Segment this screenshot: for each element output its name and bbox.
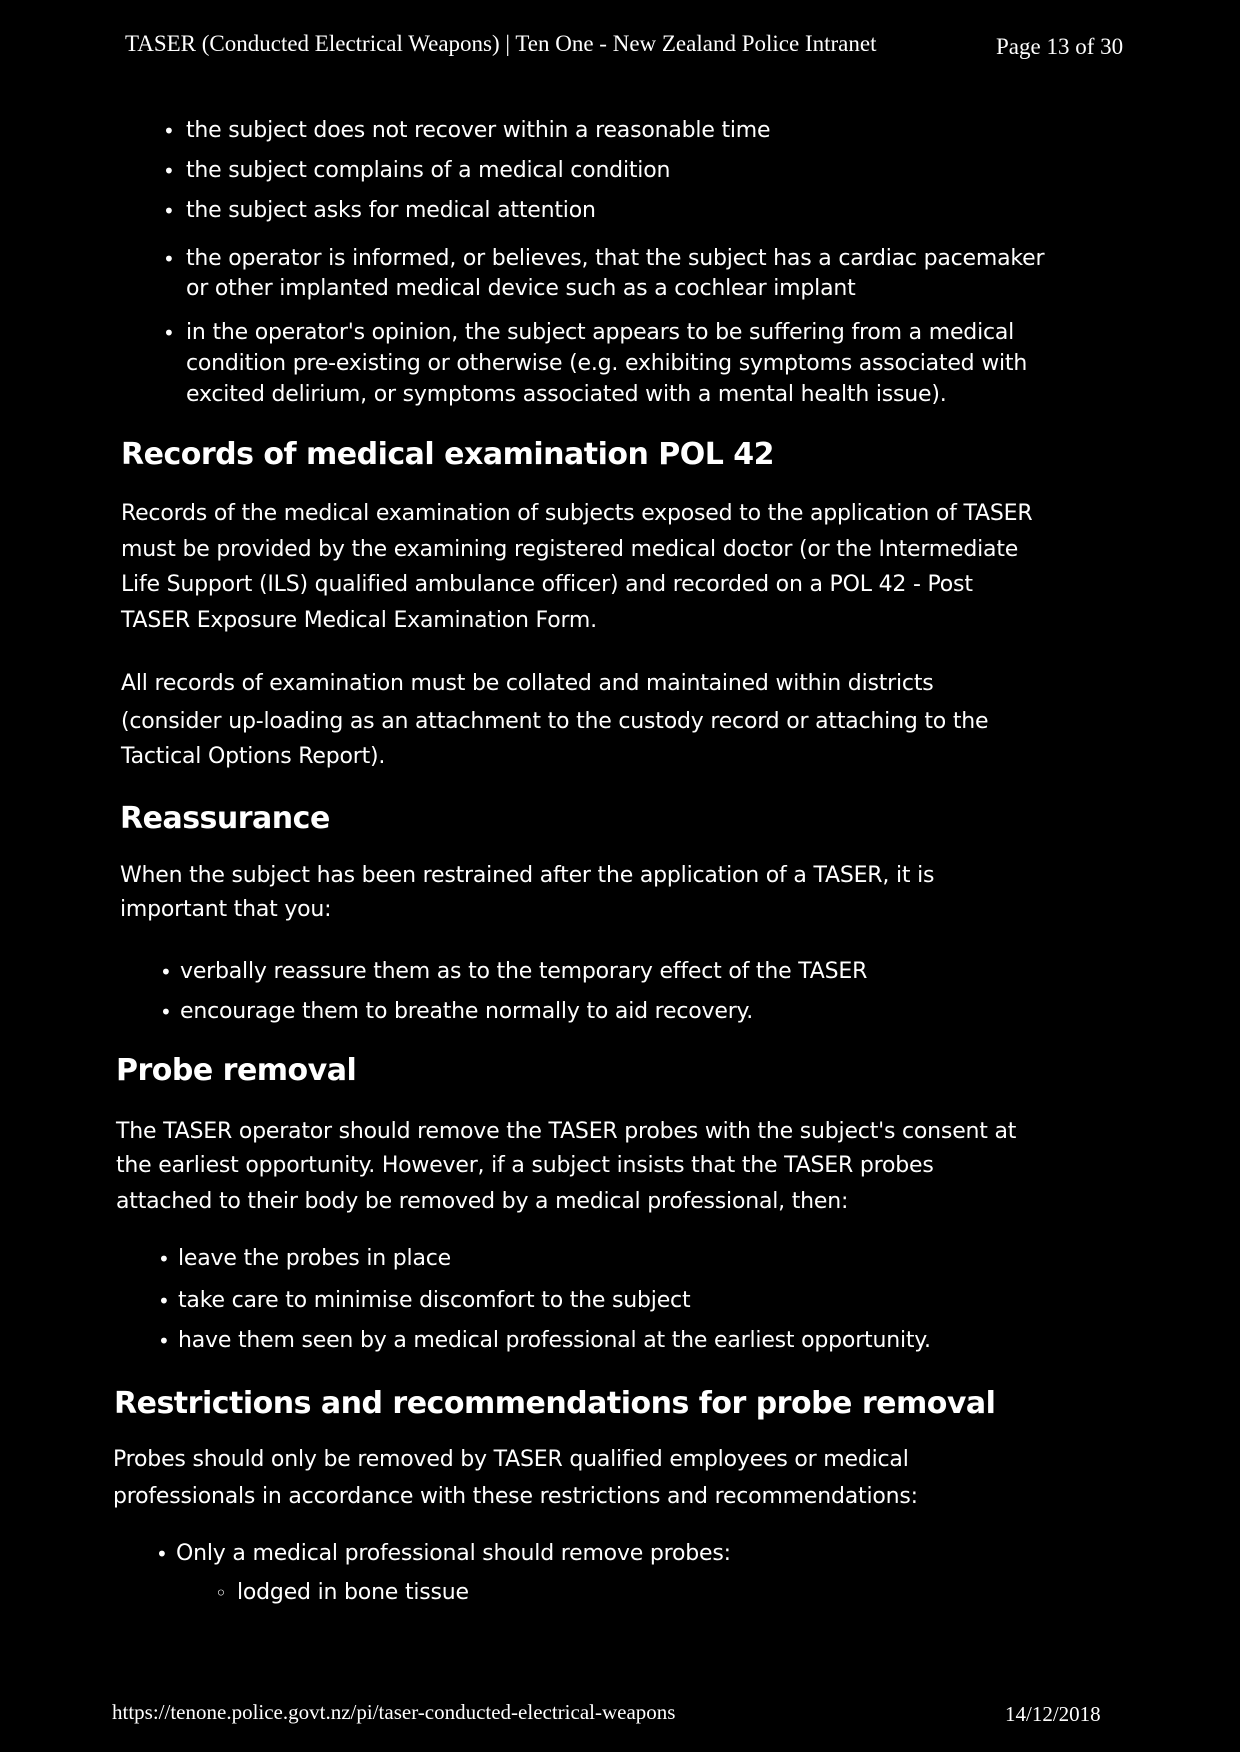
header-title: TASER (Conducted Electrical Weapons) | Ten One - New Zealand Police Intranet	[125, 31, 877, 56]
bullet-text: condition pre-existing or otherwise (e.g. exhibiting symptoms associated with	[186, 351, 1028, 376]
bullet-text: take care to minimise discomfort to the subject	[178, 1288, 691, 1313]
bullet-icon: •	[163, 119, 175, 143]
paragraph-line: professionals in accordance with these restrictions and recommendations:	[113, 1484, 918, 1509]
paragraph-line: All records of examination must be collated and maintained within districts	[121, 671, 934, 696]
bullet-icon: •	[158, 1289, 170, 1313]
bullet-text: the operator is informed, or believes, that the subject has a cardiac pacemaker	[186, 246, 1045, 271]
bullet-icon: •	[156, 1542, 168, 1566]
bullet-text: leave the probes in place	[178, 1246, 451, 1271]
bullet-text: have them seen by a medical professional at the earliest opportunity.	[178, 1328, 931, 1353]
bullet-text: Only a medical professional should remove probes:	[176, 1541, 731, 1566]
bullet-icon: •	[163, 159, 175, 183]
paragraph-line: The TASER operator should remove the TASER probes with the subject's consent at	[116, 1119, 1017, 1144]
bullet-icon: •	[158, 1247, 170, 1271]
section-heading: Reassurance	[120, 801, 330, 836]
paragraph-line: Life Support (ILS) qualified ambulance officer) and recorded on a POL 42 - Post	[121, 572, 973, 597]
bullet-text: excited delirium, or symptoms associated with a mental health issue).	[186, 382, 947, 407]
section-heading: Records of medical examination POL 42	[121, 437, 775, 472]
footer-url: https://tenone.police.govt.nz/pi/taser-conducted-electrical-weapons	[112, 1700, 676, 1724]
bullet-text: the subject asks for medical attention	[186, 198, 596, 223]
paragraph-line: Probes should only be removed by TASER qualified employees or medical	[113, 1447, 909, 1472]
bullet-text: the subject complains of a medical condition	[186, 158, 671, 183]
paragraph-line: TASER Exposure Medical Examination Form.	[121, 608, 597, 633]
bullet-text: verbally reassure them as to the temporary effect of the TASER	[180, 959, 868, 984]
bullet-icon: •	[163, 199, 175, 223]
paragraph-line: attached to their body be removed by a medical professional, then:	[116, 1189, 849, 1214]
bullet-icon: •	[163, 321, 175, 345]
bullet-text: in the operator's opinion, the subject appears to be suffering from a medical	[186, 320, 1015, 345]
bullet-icon: •	[160, 960, 172, 984]
paragraph-line: must be provided by the examining registered medical doctor (or the Intermediate	[121, 537, 1019, 562]
paragraph-line: Tactical Options Report).	[121, 744, 386, 769]
bullet-icon: •	[158, 1329, 170, 1353]
paragraph-line: When the subject has been restrained after the application of a TASER, it is	[120, 863, 935, 888]
section-heading: Probe removal	[116, 1053, 357, 1088]
bullet-icon: •	[163, 247, 175, 271]
footer-date: 14/12/2018	[1005, 1702, 1101, 1726]
section-heading: Restrictions and recommendations for probe removal	[114, 1386, 996, 1421]
sub-bullet-text: lodged in bone tissue	[237, 1580, 469, 1605]
bullet-text: or other implanted medical device such as a cochlear implant	[186, 276, 856, 301]
paragraph-line: the earliest opportunity. However, if a subject insists that the TASER probes	[116, 1153, 934, 1178]
bullet-icon: •	[160, 1000, 172, 1024]
bullet-icon: ◦	[215, 1581, 227, 1605]
page-number: Page 13 of 30	[996, 34, 1124, 59]
bullet-text: the subject does not recover within a reasonable time	[186, 118, 771, 143]
bullet-text: encourage them to breathe normally to aid recovery.	[180, 999, 754, 1024]
paragraph-line: (consider up-loading as an attachment to the custody record or attaching to the	[121, 709, 989, 734]
paragraph-line: important that you:	[120, 897, 332, 922]
paragraph-line: Records of the medical examination of subjects exposed to the application of TASER	[121, 501, 1033, 526]
